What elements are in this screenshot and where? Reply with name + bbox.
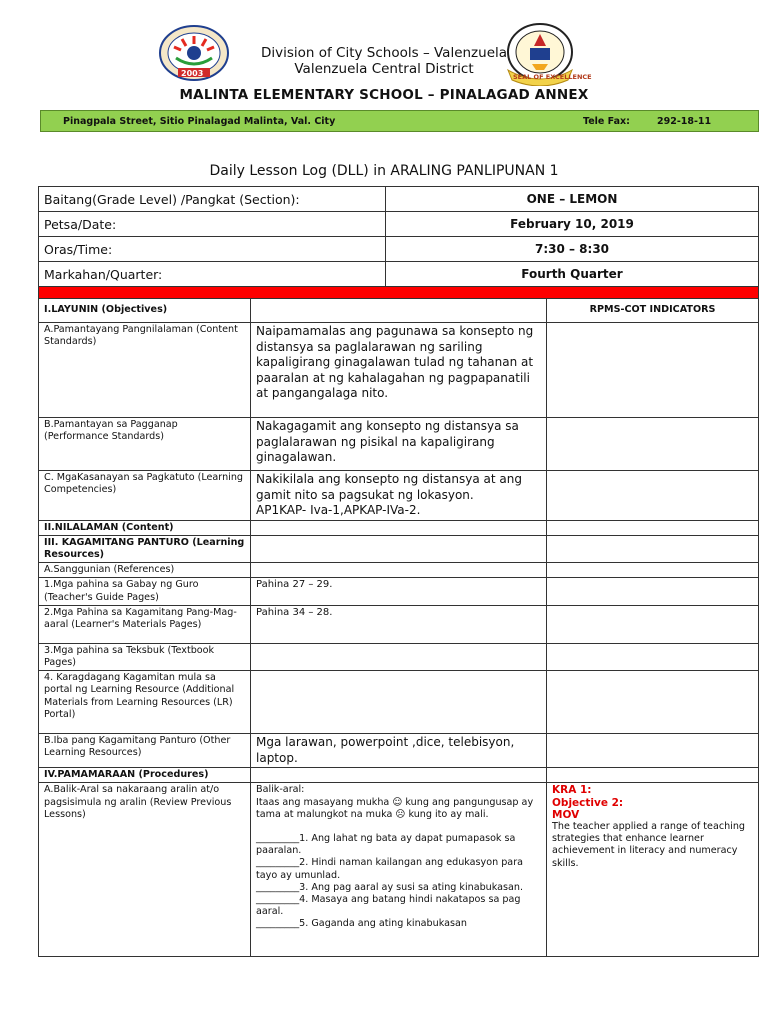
logo-year-text: 2003	[181, 69, 204, 78]
other-resources-value: Mga larawan, powerpoint ,dice, telebisyon, laptop.	[251, 734, 547, 768]
performance-label: B.Pamantayan sa Pagganap (Performance Standards)	[39, 418, 251, 471]
review-label: A.Balik-Aral sa nakaraang aralin at/o pagsisimula ng aralin (Review Previous Lessons)	[39, 783, 251, 957]
telefax-label: Tele Fax:	[583, 116, 630, 127]
address-bar	[40, 110, 759, 132]
learners-materials-value: Pahina 34 – 28.	[251, 605, 547, 643]
info-label: Markahan/Quarter:	[39, 262, 386, 287]
address-text: Pinagpala Street, Sitio Pinalagad Malinta, Val. City	[63, 116, 336, 127]
objectives-header: I.LAYUNIN (Objectives)	[39, 299, 251, 323]
info-value: 7:30 – 8:30	[386, 237, 759, 262]
logo-banner-text: SEAL OF EXCELLENCE	[513, 73, 592, 81]
document-title: Daily Lesson Log (DLL) in ARALING PANLIPUNAN 1	[209, 163, 559, 179]
lesson-info-table	[38, 186, 759, 287]
competencies-code: AP1KAP- Iva-1,APKAP-IVa-2.	[256, 503, 421, 517]
table-row	[39, 212, 759, 237]
review-line: _________5. Gaganda ang ating kinabukasan	[256, 918, 467, 930]
info-value: February 10, 2019	[386, 212, 759, 237]
info-label: Baitang(Grade Level) /Pangkat (Section):	[39, 187, 386, 212]
lesson-log-table	[38, 286, 759, 957]
lr-portal-label: 4. Karagdagang Kagamitan mula sa portal ng Learning Resource (Additional Materials from Learning Resources (LR) Portal)	[39, 671, 251, 734]
teachers-guide-value: Pahina 27 – 29.	[251, 578, 547, 605]
resources-header: III. KAGAMITANG PANTURO (Learning Resources)	[39, 535, 251, 562]
school-name: MALINTA ELEMENTARY SCHOOL – PINALAGAD ANNEX	[179, 87, 589, 103]
review-line: _________2. Hindi naman kailangan ang edukasyon para tayo ay umunlad.	[256, 857, 524, 881]
indicator-text: The teacher applied a range of teaching strategies that enhance learner achievement in literacy and numeracy skills.	[552, 820, 746, 869]
content-header: II.NILALAMAN (Content)	[39, 520, 251, 535]
review-line	[256, 821, 541, 833]
references-label: A.Sanggunian (References)	[39, 563, 251, 578]
competencies-text: Nakikilala ang konsepto ng distansya at ang gamit nito sa pagsukat ng lokasyon.	[256, 472, 522, 502]
info-label: Oras/Time:	[39, 237, 386, 262]
competencies-label: C. MgaKasanayan sa Pagkatuto (Learning Competencies)	[39, 471, 251, 521]
review-line: _________1. Ang lahat ng bata ay dapat pumapasok sa paaralan.	[256, 832, 516, 857]
review-line: _________4. Masaya ang batang hindi nakatapos sa pag aaral.	[256, 893, 521, 918]
info-label: Petsa/Date:	[39, 212, 386, 237]
info-value: Fourth Quarter	[386, 262, 759, 287]
table-row	[39, 237, 759, 262]
content-standards-label: A.Pamantayang Pangnilalaman (Content Standards)	[39, 323, 251, 418]
table-row	[39, 262, 759, 287]
learners-materials-label: 2.Mga Pahina sa Kagamitang Pang-Mag-aaral (Learner's Materials Pages)	[39, 605, 251, 643]
performance-text: Nakagagamit ang konsepto ng distansya sa paglalarawan ng pisikal na kapaligirang ginagalawan.	[251, 418, 547, 471]
info-value: ONE – LEMON	[386, 187, 759, 212]
other-resources-label: B.Iba pang Kagamitang Panturo (Other Learning Resources)	[39, 734, 251, 768]
mov-label: MOV	[552, 808, 580, 821]
kra-label: KRA 1:	[552, 784, 592, 797]
district-name: Valenzuela Central District	[294, 61, 474, 77]
table-row	[39, 187, 759, 212]
content-standards-text: Naipamamalas ang pagunawa sa konsepto ng distansya sa paglalarawan ng sariling kapaligirang ginagalawan tulad ng tahanan at paaralan at ng kahalagahan ng pagpapanatili at pangangalaga nito.	[251, 323, 547, 418]
red-divider	[39, 287, 759, 299]
rpms-header: RPMS-COT INDICATORS	[547, 299, 759, 323]
procedures-header: IV.PAMAMARAAN (Procedures)	[39, 768, 251, 783]
textbook-label: 3.Mga pahina sa Teksbuk (Textbook Pages)	[39, 643, 251, 670]
telefax-value: 292-18-11	[657, 116, 712, 127]
division-name: Division of City Schools – Valenzuela	[260, 45, 508, 61]
objective-label: Objective 2:	[552, 796, 624, 809]
review-line: Itaas ang masayang mukha ☺ kung ang pangungusap ay tama at malungkot na muka ☹ kung ito ay mali.	[256, 796, 534, 820]
review-line: _________3. Ang pag aaral ay susi sa ating kinabukasan.	[256, 881, 524, 893]
teachers-guide-label: 1.Mga pahina sa Gabay ng Guro (Teacher's Guide Pages)	[39, 578, 251, 605]
review-line: Balik-aral:	[256, 784, 305, 796]
